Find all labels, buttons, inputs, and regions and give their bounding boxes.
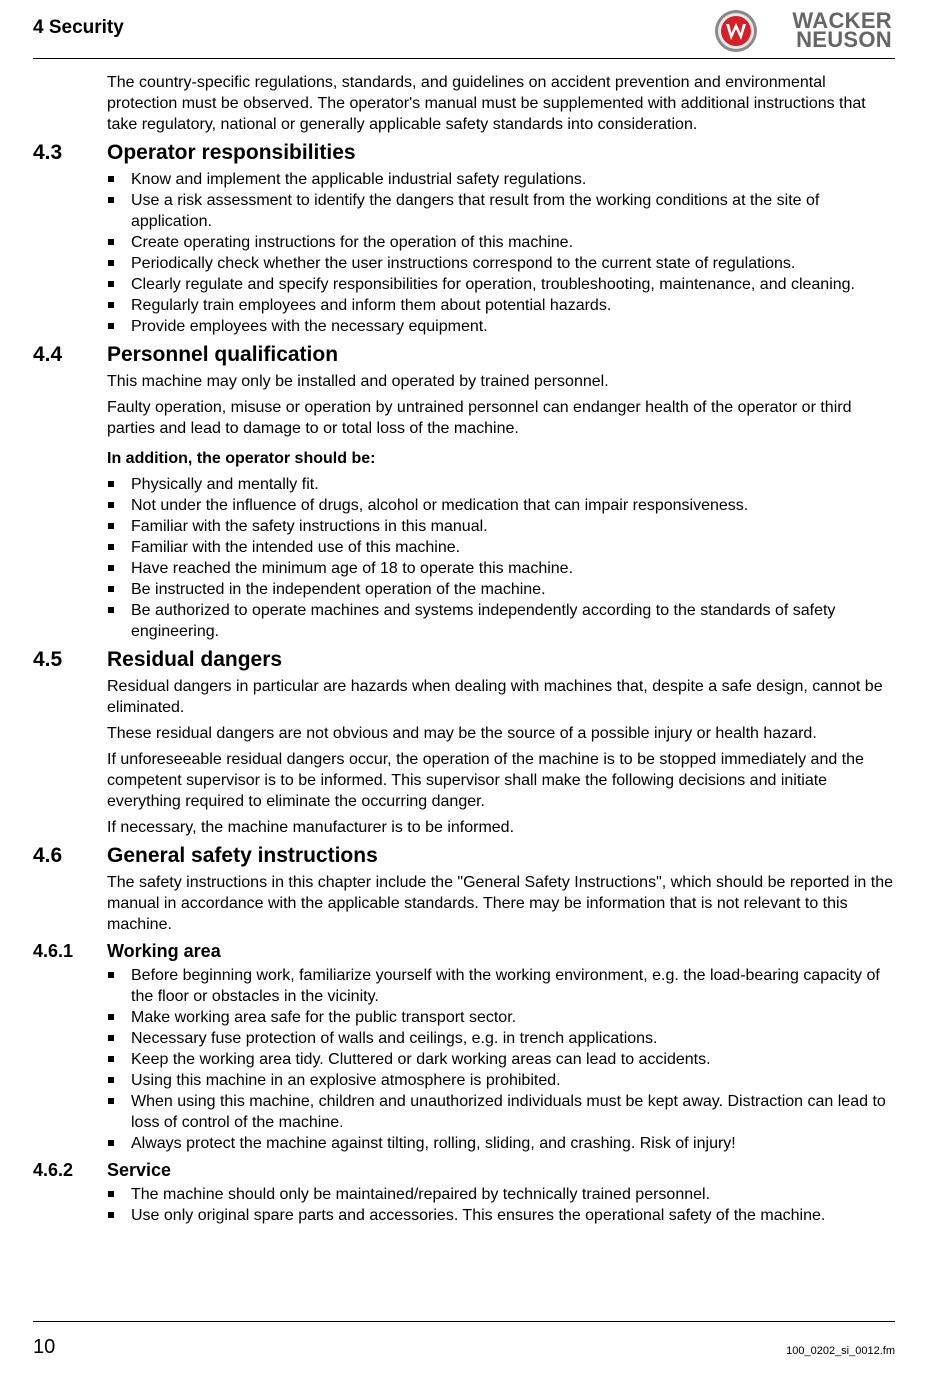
subsection-heading-4-6-2 <box>33 1159 895 1182</box>
subsection-title: Working area <box>107 941 221 961</box>
section-heading-4-3 <box>33 140 895 166</box>
list-item: Be instructed in the independent operation of the machine. <box>131 579 895 600</box>
list-item: Using this machine in an explosive atmosphere is prohibited. <box>131 1070 895 1091</box>
list-item: Know and implement the applicable industrial safety regulations. <box>131 169 895 190</box>
operator-qualification-list <box>33 474 895 642</box>
section-number: 4.4 <box>33 343 63 366</box>
list-item: Clearly regulate and specify responsibilities for operation, troubleshooting, maintenance, and cleaning. <box>131 274 895 295</box>
list-item: Always protect the machine against tilting, rolling, sliding, and crashing. Risk of injury! <box>131 1133 895 1154</box>
list-item: Create operating instructions for the operation of this machine. <box>131 232 895 253</box>
list-item: Be authorized to operate machines and systems independently according to the standards of safety engineering. <box>131 600 895 642</box>
page-footer <box>33 1321 895 1362</box>
page-header <box>33 0 895 59</box>
working-area-list <box>33 965 895 1154</box>
section-title: Operator responsibilities <box>107 141 356 164</box>
list-lead-in: In addition, the operator should be: <box>107 450 376 467</box>
list-item: Use only original spare parts and accessories. This ensures the operational safety of the machine. <box>131 1205 895 1226</box>
list-item: When using this machine, children and unauthorized individuals must be kept away. Distraction can lead to loss of control of the machine. <box>131 1091 895 1133</box>
paragraph: These residual dangers are not obvious and may be the source of a possible injury or health hazard. <box>107 725 817 742</box>
list-item: Use a risk assessment to identify the dangers that result from the working conditions at the site of application. <box>131 190 895 232</box>
subsection-heading-4-6-1 <box>33 940 895 963</box>
source-file-name: 100_0202_si_0012.fm <box>786 1345 895 1357</box>
list-item: Provide employees with the necessary equipment. <box>131 316 895 337</box>
list-item: Not under the influence of drugs, alcohol or medication that can impair responsiveness. <box>131 495 895 516</box>
paragraph: If necessary, the machine manufacturer is to be informed. <box>107 819 515 836</box>
chapter-title: 4 Security <box>33 17 124 38</box>
section-heading-4-6 <box>33 843 895 869</box>
paragraph: If unforeseeable residual dangers occur, the operation of the machine is to be stopped immediately and the competent supervisor is to be informed. This supervisor shall make the following decisions and initiate everything required to eliminate the occurring danger. <box>107 751 864 810</box>
section-title: Personnel qualification <box>107 343 339 366</box>
subsection-title: Service <box>107 1160 172 1180</box>
paragraph: Residual dangers in particular are hazards when dealing with machines that, despite a safe design, cannot be eliminated. <box>107 678 883 716</box>
section-heading-4-4 <box>33 342 895 368</box>
logo-line-1: WACKER <box>792 8 892 33</box>
page-number: 10 <box>33 1336 56 1358</box>
section-heading-4-5 <box>33 647 895 673</box>
operator-responsibilities-list <box>33 169 895 337</box>
section-number: 4.6 <box>33 844 63 867</box>
list-item: Familiar with the intended use of this machine. <box>131 537 895 558</box>
list-item: Familiar with the safety instructions in this manual. <box>131 516 895 537</box>
list-item: Have reached the minimum age of 18 to operate this machine. <box>131 558 895 579</box>
section-title: Residual dangers <box>107 648 283 671</box>
list-item: The machine should only be maintained/repaired by technically trained personnel. <box>131 1184 895 1205</box>
logo-emblem-icon <box>714 9 758 53</box>
paragraph: Faulty operation, misuse or operation by untrained personnel can endanger health of the operator or third parties and lead to damage to or total loss of the machine. <box>107 399 852 437</box>
list-item: Before beginning work, familiarize yourself with the working environment, e.g. the load-bearing capacity of the floor or obstacles in the vicinity. <box>131 965 895 1007</box>
list-item: Physically and mentally fit. <box>131 474 895 495</box>
section-number: 4.3 <box>33 141 63 164</box>
subsection-number: 4.6.2 <box>33 1160 74 1180</box>
page-content <box>33 72 895 1231</box>
paragraph: The safety instructions in this chapter include the "General Safety Instructions", which should be reported in the manual in accordance with the applicable standards. There may be information that is not relevant to this machine. <box>107 874 894 933</box>
list-item: Periodically check whether the user instructions correspond to the current state of regulations. <box>131 253 895 274</box>
wacker-neuson-logo <box>714 9 892 53</box>
list-item: Necessary fuse protection of walls and ceilings, e.g. in trench applications. <box>131 1028 895 1049</box>
paragraph: This machine may only be installed and operated by trained personnel. <box>107 373 609 390</box>
list-item: Regularly train employees and inform them about potential hazards. <box>131 295 895 316</box>
list-item: Keep the working area tidy. Cluttered or dark working areas can lead to accidents. <box>131 1049 895 1070</box>
logo-wordmark <box>770 8 892 52</box>
section-number: 4.5 <box>33 648 63 671</box>
list-item: Make working area safe for the public transport sector. <box>131 1007 895 1028</box>
service-list <box>33 1184 895 1226</box>
intro-paragraph: The country-specific regulations, standards, and guidelines on accident prevention and environmental protection must be observed. The operator's manual must be supplemented with additional instructions that take regulatory, national or generally applicable safety standards into consideration. <box>107 74 866 133</box>
subsection-number: 4.6.1 <box>33 941 74 961</box>
section-title: General safety instructions <box>107 844 378 867</box>
logo-line-2: NEUSON <box>796 27 892 52</box>
